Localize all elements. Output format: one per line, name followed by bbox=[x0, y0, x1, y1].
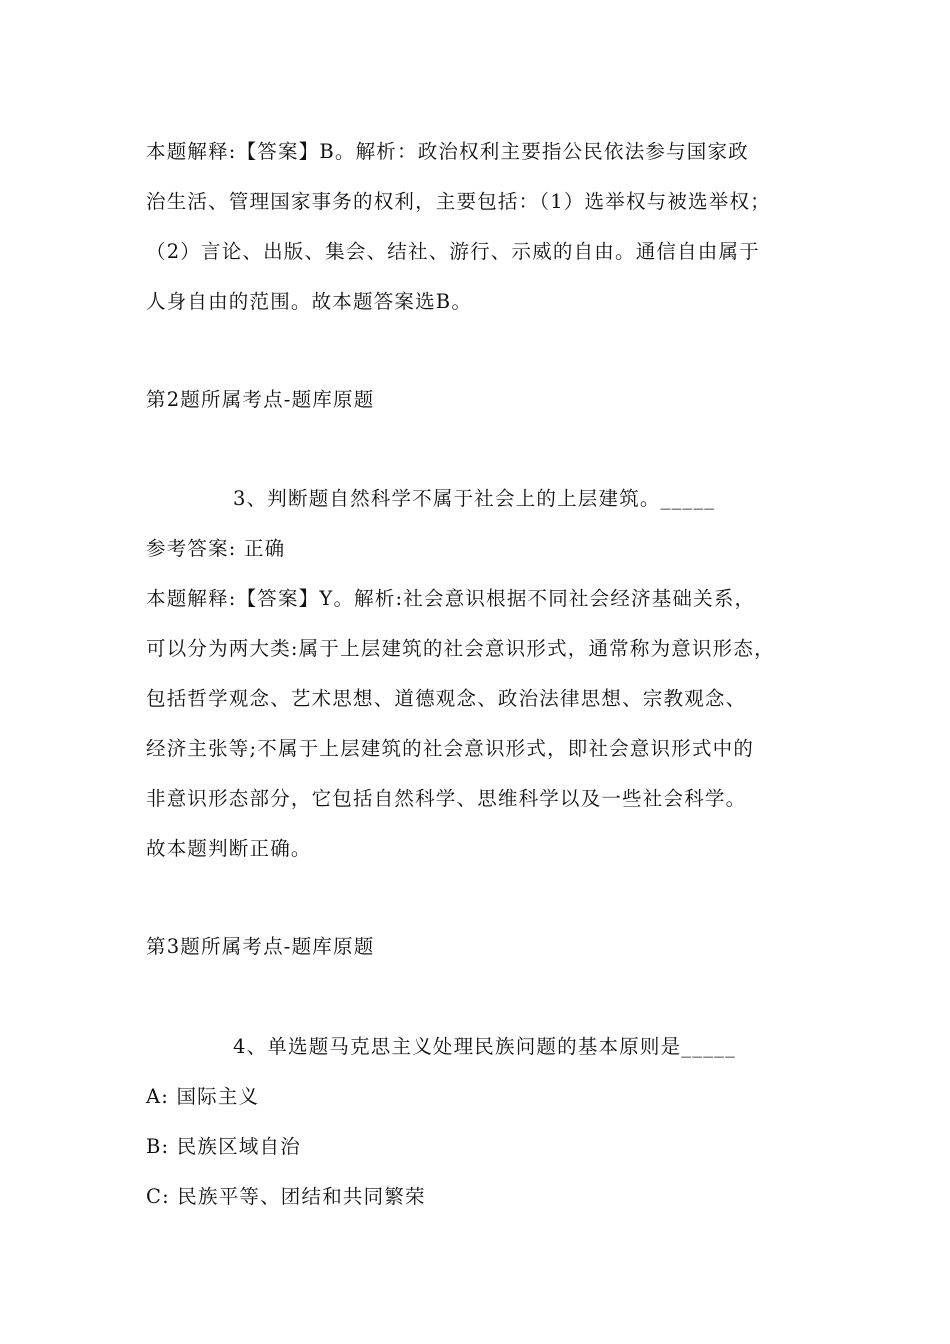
explanation-3-line-1: 本题解释:【答案】Y。解析:社会意识根据不同社会经济基础关系， bbox=[146, 587, 756, 610]
question-4: 4、单选题马克思主义处理民族问题的基本原则是_____ bbox=[233, 1035, 737, 1058]
option-c: C: 民族平等、团结和共同繁荣 bbox=[146, 1185, 426, 1208]
topic-3-label: 第3题所属考点-题库原题 bbox=[146, 935, 375, 958]
explanation-3-line-2: 可以分为两大类:属于上层建筑的社会意识形式，通常称为意识形态， bbox=[146, 637, 775, 660]
explanation-3-line-6: 故本题判断正确。 bbox=[146, 837, 312, 860]
answer-3: 参考答案: 正确 bbox=[146, 537, 286, 560]
explanation-3-line-3: 包括哲学观念、艺术思想、道德观念、政治法律思想、宗教观念、 bbox=[146, 687, 747, 710]
explanation-2-line-2: 治生活、管理国家事务的权利，主要包括：（1）选举权与被选举权； bbox=[146, 190, 771, 213]
topic-2-label: 第2题所属考点-题库原题 bbox=[146, 388, 375, 411]
explanation-3-line-5: 非意识形态部分，它包括自然科学、思维科学以及一些社会科学。 bbox=[146, 787, 747, 810]
explanation-3-line-4: 经济主张等;不属于上层建筑的社会意识形式，即社会意识形式中的 bbox=[146, 737, 755, 760]
explanation-2-line-3: （2）言论、出版、集会、结社、游行、示威的自由。通信自由属于 bbox=[146, 240, 760, 263]
option-a: A: 国际主义 bbox=[146, 1085, 260, 1108]
question-3: 3、判断题自然科学不属于社会上的上层建筑。_____ bbox=[233, 487, 716, 510]
explanation-2-line-4: 人身自由的范围。故本题答案选B。 bbox=[146, 290, 473, 313]
option-b: B: 民族区域自治 bbox=[146, 1135, 301, 1158]
explanation-2-line-1: 本题解释:【答案】B。解析：政治权利主要指公民依法参与国家政 bbox=[146, 140, 749, 163]
